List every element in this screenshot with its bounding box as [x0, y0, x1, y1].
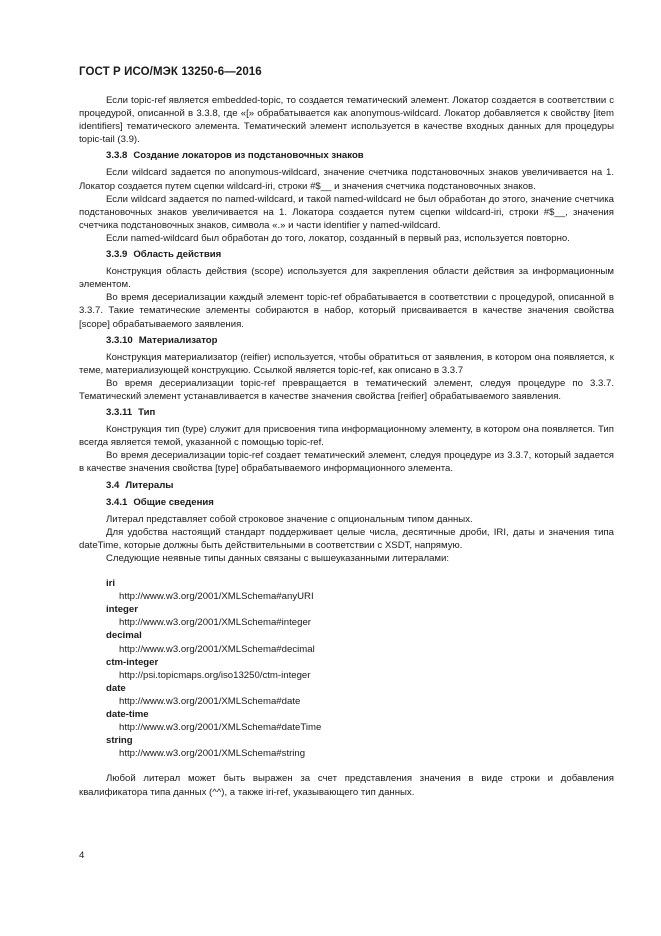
section-title: Тип [138, 407, 156, 419]
section-title: Создание локаторов из подстановочных знаков [133, 150, 364, 162]
spacer [79, 760, 614, 772]
section-title: Литералы [125, 479, 174, 491]
datatype-name: date [106, 682, 126, 694]
datatype-list [79, 577, 614, 760]
datatype-name: iri [106, 578, 116, 590]
page-number: 4 [79, 850, 85, 861]
paragraph: Если topic-ref является embedded-topic, то создается тематический элемент. Локатор создается в соответствии с процедурой, описанной в 3.3.8, где «[» обрабатывается как anonymous-wildcard. Локатор добавляется к свойству [item identifiers] тематического элемента. Тематический элемент используется в качестве входных данных для процедуры topic-tail (3.9). [79, 95, 614, 146]
datatype-name: string [106, 735, 133, 747]
document-body [79, 94, 614, 799]
paragraph: Конструкция область действия (scope) используется для закрепления области действия за информационным элементом. [79, 266, 614, 291]
section-heading-3-3-10 [106, 334, 614, 347]
paragraph: Конструкция материализатор (reifier) используется, чтобы обратиться от заявления, в котором она появляется, к теме, материализующей конструкцию. Ссылкой является topic-ref, как описано в 3.3.7 [79, 351, 614, 376]
section-number: 3.4 [106, 479, 120, 491]
section-heading-3-3-9 [106, 248, 614, 261]
paragraph: Если wildcard задается по named-wildcard, и такой named-wildcard не был обработан до этого, значение счетчика подстановочных знаков увеличивается на 1. Локатора создается путем сцепки wildcard-iri, строки #$__, значения счетчика подстановочных знаков, символа «.» и части identifier у named-wildcard. [79, 193, 614, 231]
paragraph: Во время десериализации topic-ref превращается в тематический элемент, следуя процедуре по 3.3.7. Тематический элемент устанавливается в качестве значения свойства [reifier] обрабатываемого заявления. [79, 377, 614, 402]
section-number: 3.3.11 [106, 407, 133, 419]
datatype-uri: http://www.w3.org/2001/XMLSchema#anyURI [119, 591, 314, 603]
datatype-uri: http://www.w3.org/2001/XMLSchema#dateTime [119, 722, 322, 734]
paragraph: Следующие неявные типы данных связаны с вышеуказанными литералами: [106, 553, 450, 564]
section-number: 3.3.10 [106, 334, 133, 346]
section-title: Материализатор [138, 334, 218, 346]
datatype-name: ctm-integer [106, 656, 159, 668]
paragraph: Для удобства настоящий стандарт поддерживает целые числа, десятичные дроби, IRI, даты и значения типа dateTime, которые должны быть действительными в соответствии с XSDT, напрямую. [79, 526, 614, 551]
datatype-name: integer [106, 604, 138, 616]
datatype-name: date-time [106, 709, 149, 721]
section-number: 3.4.1 [106, 496, 128, 508]
paragraph: Если wildcard задается по anonymous-wildcard, значение счетчика подстановочных знаков увеличивается на 1. Локатор создается путем сцепки wildcard-iri, строки #$__ и значения счетчика подстановочных знаков. [79, 167, 614, 192]
datatype-uri: http://www.w3.org/2001/XMLSchema#decimal [119, 643, 315, 655]
section-heading-3-3-8 [106, 149, 614, 162]
datatype-uri: http://psi.topicmaps.org/iso13250/ctm-integer [119, 669, 311, 681]
section-number: 3.3.9 [106, 249, 128, 261]
section-title: Область действия [133, 249, 222, 261]
spacer [79, 565, 614, 577]
section-heading-3-4-1 [106, 496, 614, 509]
document-header: ГОСТ Р ИСО/МЭК 13250-6—2016 [79, 66, 262, 78]
paragraph: Конструкция тип (type) служит для присвоения типа информационному элементу, в котором она появляется. Тип всегда является темой, указанной с помощью topic-ref. [79, 424, 614, 449]
section-heading-3-4 [106, 479, 614, 492]
datatype-uri: http://www.w3.org/2001/XMLSchema#integer [119, 617, 311, 629]
section-title: Общие сведения [133, 496, 214, 508]
datatype-name: decimal [106, 630, 142, 642]
section-number: 3.3.8 [106, 150, 128, 162]
datatype-uri: http://www.w3.org/2001/XMLSchema#string [119, 748, 306, 760]
datatype-uri: http://www.w3.org/2001/XMLSchema#date [119, 695, 301, 707]
paragraph: Литерал представляет собой строковое значение с опциональным типом данных. [106, 513, 473, 525]
paragraph: Во время десериализации topic-ref создает тематический элемент, следуя процедуре из 3.3.7, который задается в качестве значения свойства [type] обрабатываемого информационного элемента. [79, 450, 614, 475]
paragraph: Любой литерал может быть выражен за счет представления значения в виде строки и добавления квалификатора типа данных (^^), а также iri-ref, указывающего тип данных. [79, 773, 614, 798]
paragraph: Во время десериализации каждый элемент topic-ref обрабатывается в соответствии с процедурой, описанной в 3.3.7. Такие тематические элементы собираются в набор, который присваивается в качестве значения свойства [scope] обрабатываемого заявления. [79, 292, 614, 330]
paragraph: Если named-wildcard был обработан до того, локатор, созданный в первый раз, используется повторно. [106, 232, 570, 244]
section-heading-3-3-11 [106, 406, 614, 419]
